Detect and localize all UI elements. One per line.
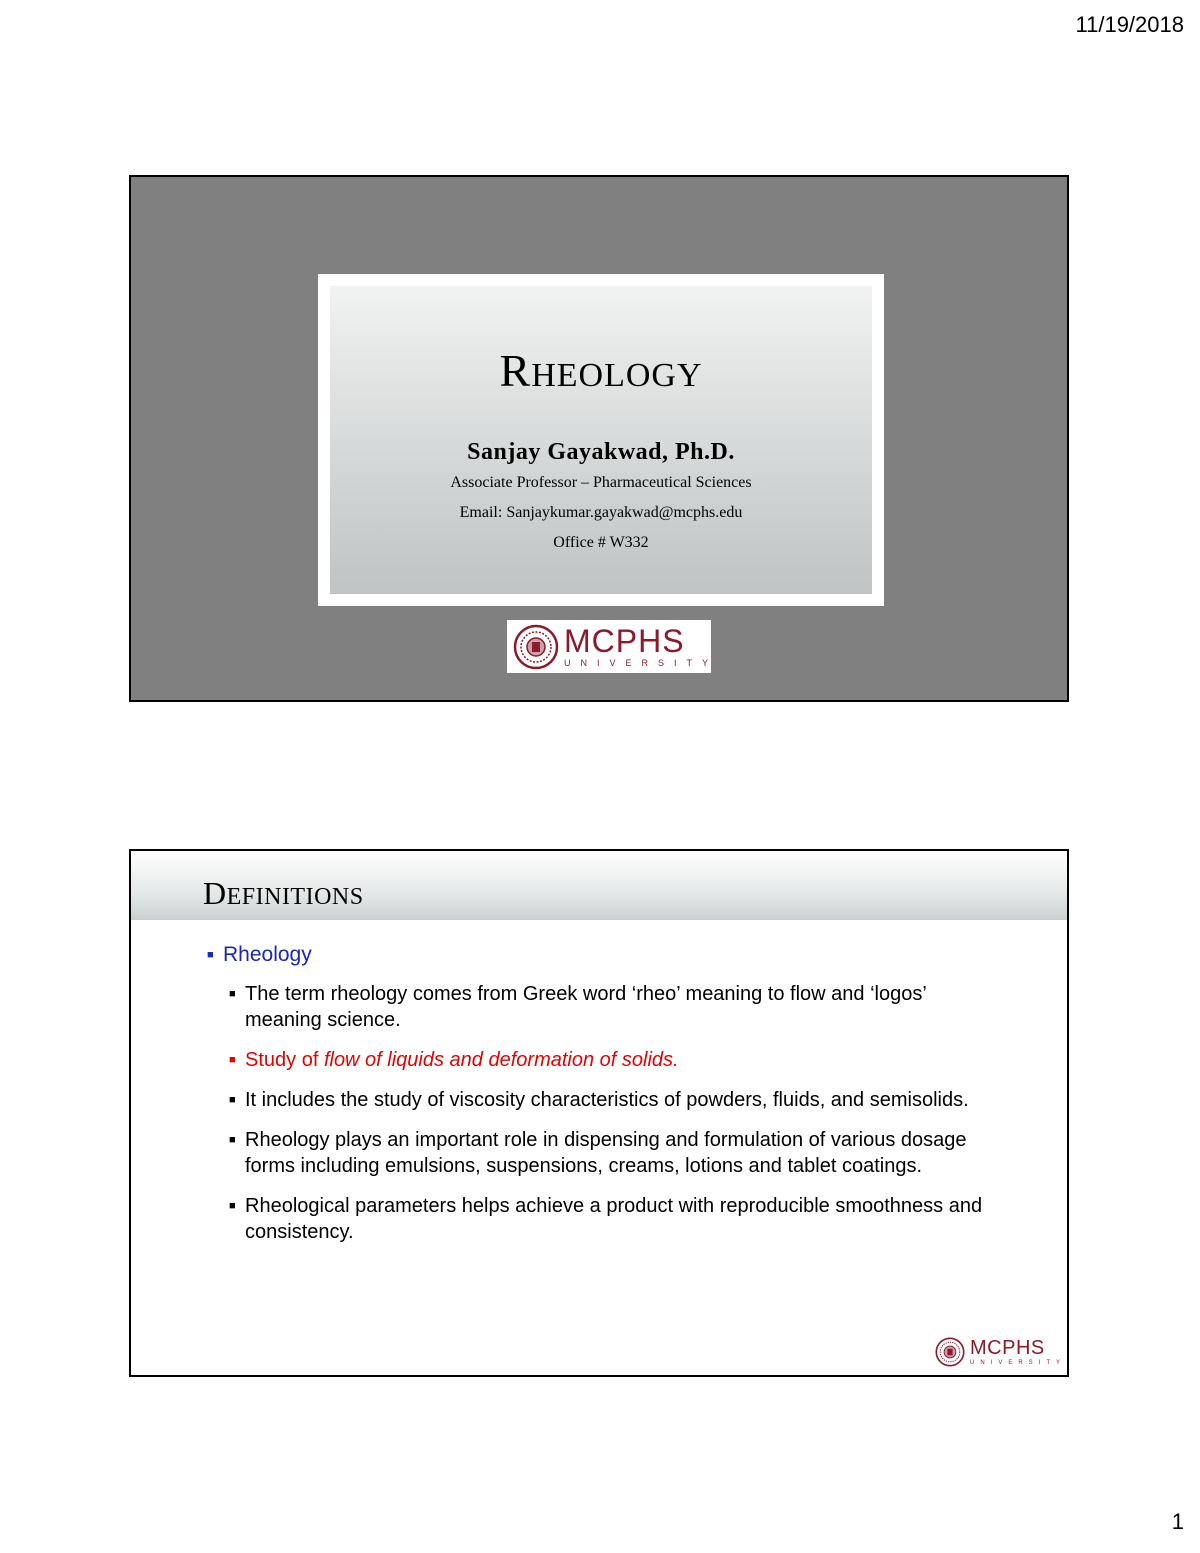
slide-title-initial: R (499, 345, 532, 396)
bullet-square-icon: ■ (229, 1094, 236, 1106)
bullet-text: The term rheology comes from Greek word ‘rheo’ meaning to flow and ‘logos’ meaning science. (245, 983, 927, 1031)
list-item (229, 1047, 987, 1073)
bullet-square-icon: ■ (229, 1134, 236, 1146)
bullet-prefix: Study of (245, 1049, 324, 1071)
bullet-square-icon: ■ (207, 949, 214, 961)
university-seal-icon (513, 624, 559, 670)
slide-title (203, 875, 364, 912)
logo-brand: MCPHS (970, 1337, 1045, 1359)
page-number: 1 (1171, 1509, 1184, 1534)
author-email: Email: Sanjaykumar.gayakwad@mcphs.edu (459, 504, 743, 521)
definitions-slide (129, 849, 1069, 1377)
title-slide (129, 175, 1069, 702)
slide-title-rest: EFINITIONS (226, 884, 364, 910)
title-card (318, 274, 884, 606)
slide-title (330, 344, 872, 397)
author-role: Associate Professor – Pharmaceutical Sciences (450, 474, 752, 491)
page-date: 11/19/2018 (1075, 12, 1184, 37)
list-item (207, 943, 987, 967)
list-item (229, 1127, 987, 1179)
slide-title-rest: HEOLOGY (531, 357, 703, 394)
bullet-emphasis: flow of liquids and deformation of solids. (323, 1049, 679, 1071)
logo-brand: MCPHS (564, 623, 685, 659)
title-card-inner (330, 286, 872, 594)
list-item (229, 1193, 987, 1245)
bullet-square-icon: ■ (229, 1054, 236, 1066)
logo-subtitle: UNIVERSITY (564, 658, 719, 668)
logo-subtitle: UNIVERSITY (970, 1360, 1067, 1366)
bullet-square-icon: ■ (229, 988, 236, 1000)
bullet-square-icon: ■ (229, 1200, 236, 1212)
mcphs-logo (507, 620, 719, 673)
list-item (229, 1087, 987, 1113)
bullet-text: Rheology plays an important role in dispensing and formulation of various dosage forms including emulsions, suspensions, creams, lotions and tablet coatings. (245, 1129, 967, 1177)
bullet-text: Rheological parameters helps achieve a product with reproducible smoothness and consistency. (245, 1195, 983, 1243)
author-office: Office # W332 (553, 534, 649, 551)
bullet-text: It includes the study of viscosity characteristics of powders, fluids, and semisolids. (245, 1089, 969, 1111)
slide-header-band (131, 851, 1067, 920)
university-seal-icon (935, 1337, 965, 1367)
slide-title-initial: D (203, 875, 227, 911)
author-name: Sanjay Gayakwad, Ph.D. (467, 439, 735, 465)
list-item (229, 981, 987, 1033)
slide-content (207, 943, 987, 1259)
bullet-heading: Rheology (223, 943, 312, 966)
mcphs-logo-small (935, 1335, 1067, 1369)
bullet-text (245, 1047, 679, 1073)
